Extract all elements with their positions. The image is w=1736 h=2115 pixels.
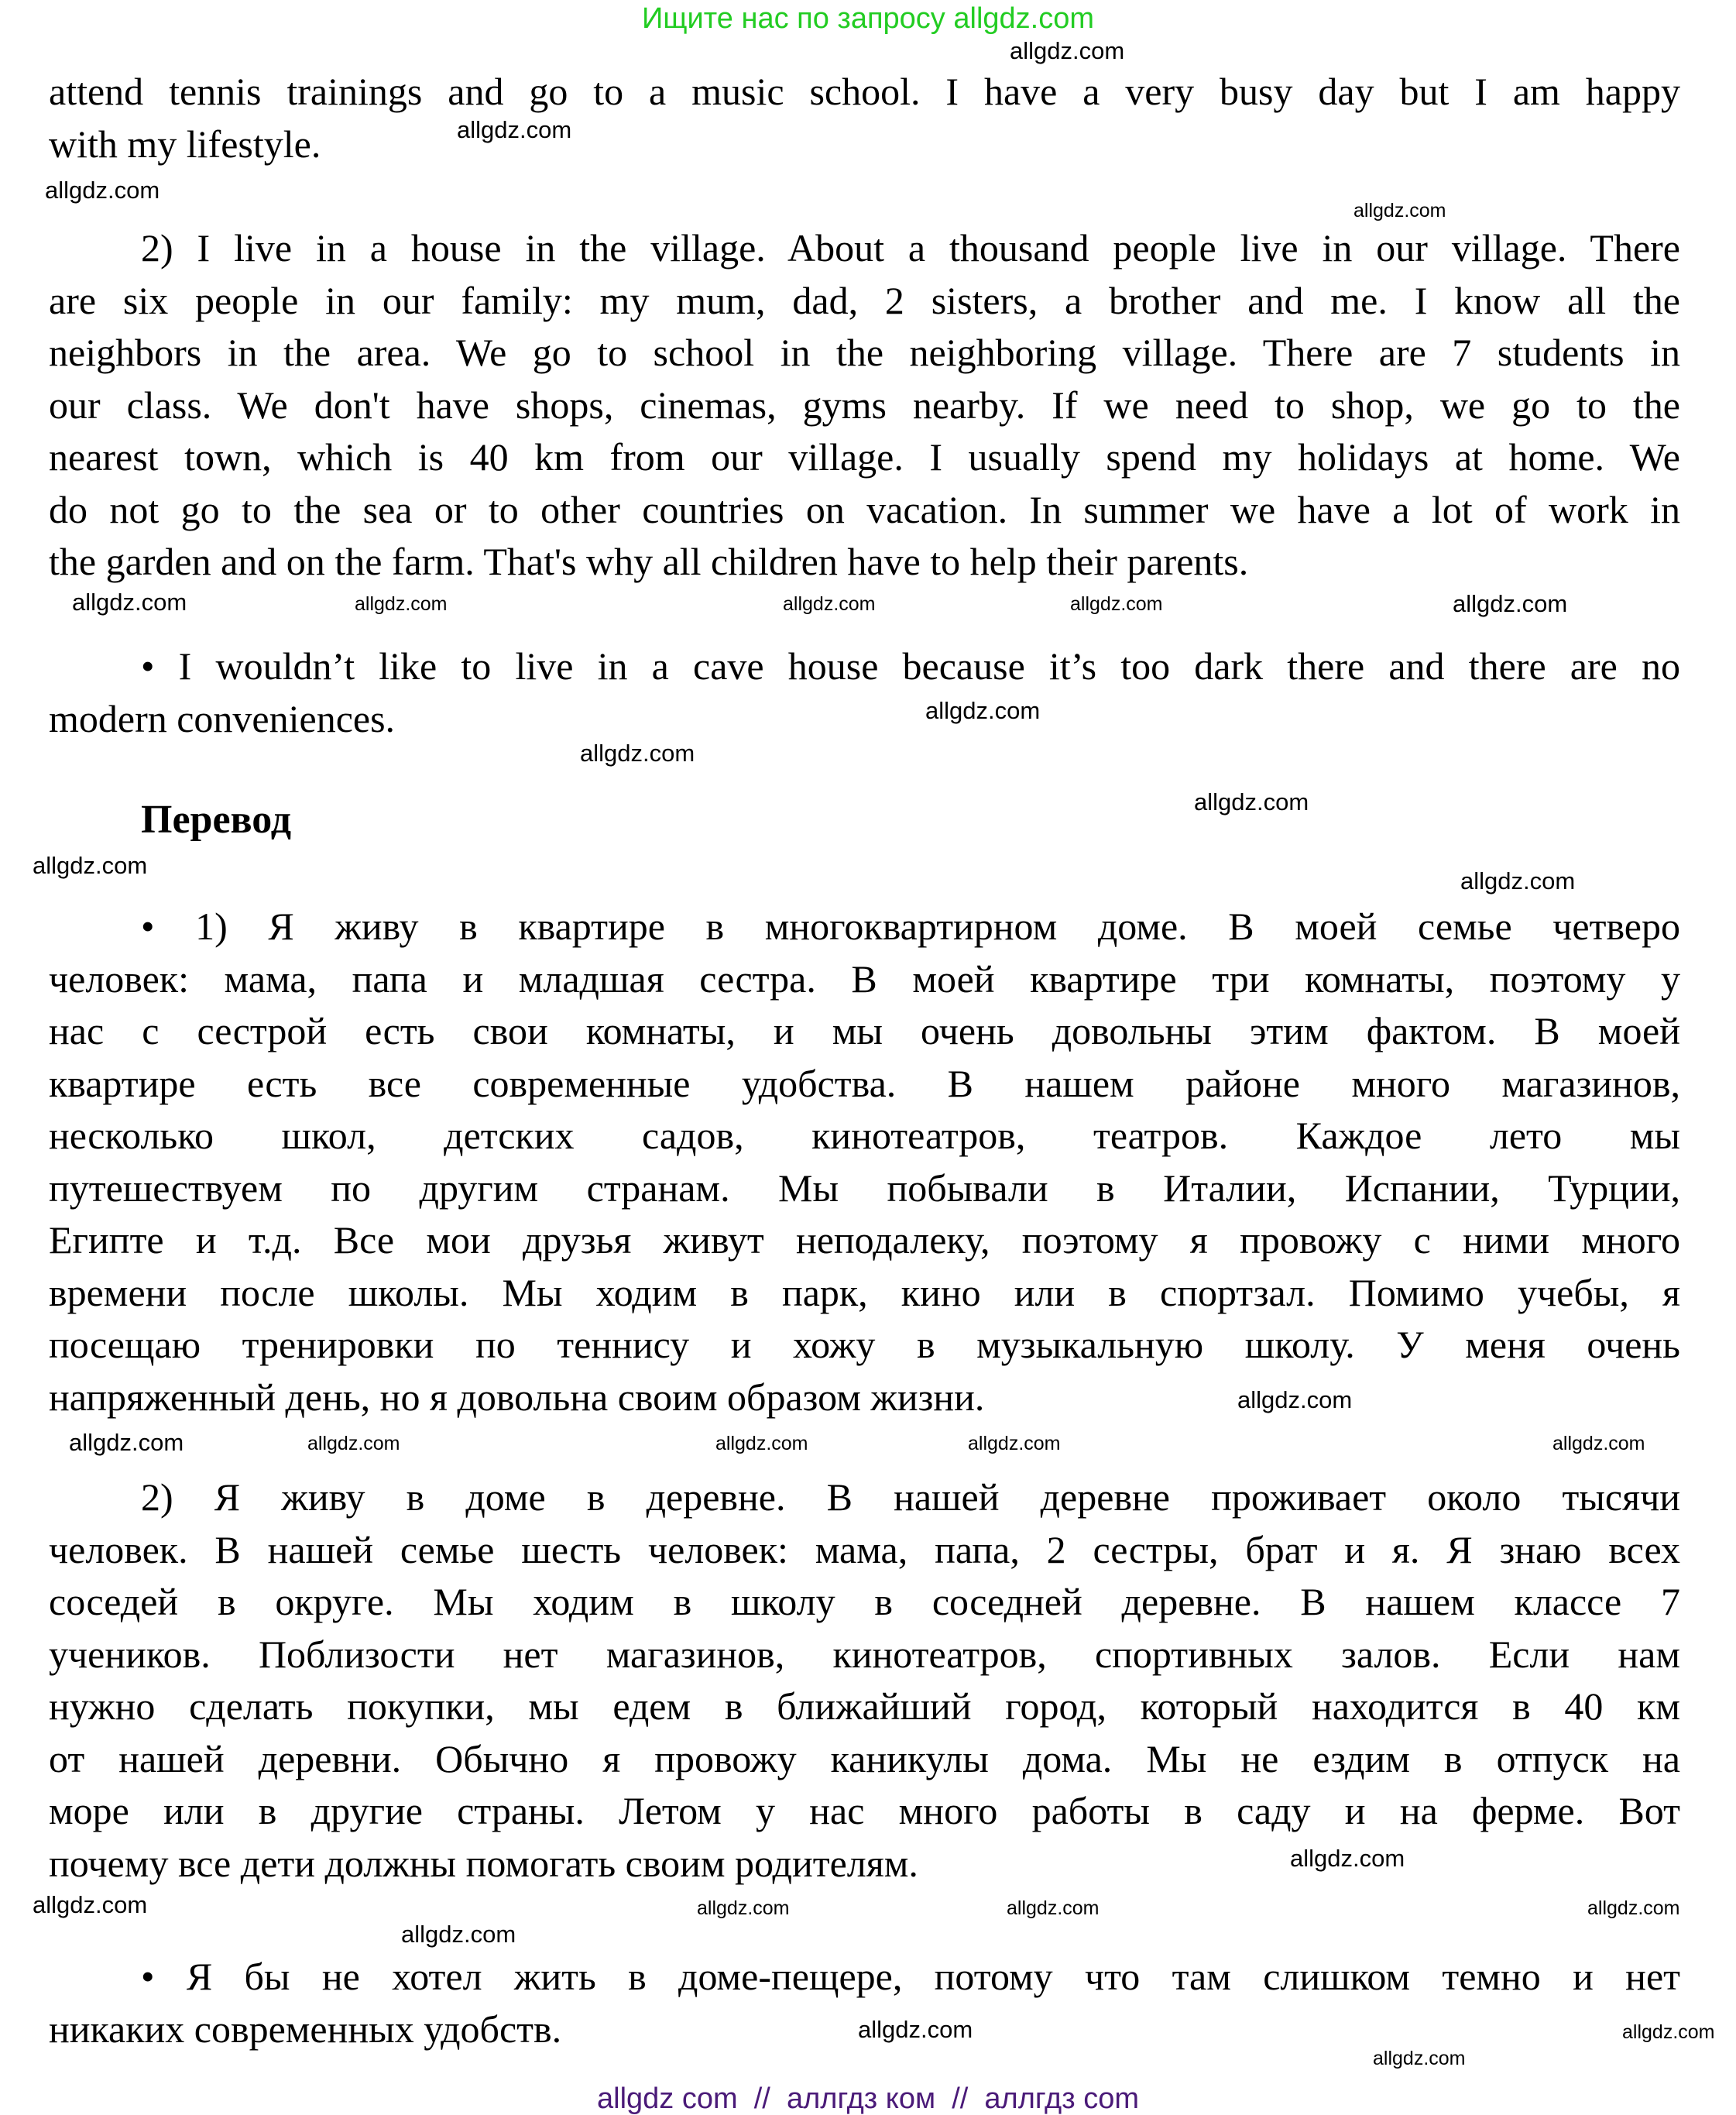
watermark: allgdz.com: [1552, 1433, 1645, 1454]
watermark: allgdz.com: [1007, 1897, 1100, 1919]
text-line: do not go to the sea or to other countries on vacation. In summer we have a lot of work in: [49, 487, 1680, 531]
text-line: 2) Я живу в доме в деревне. В нашей деревне проживает около тысячи: [141, 1475, 1680, 1519]
watermark: allgdz.com: [1622, 2021, 1715, 2043]
text-line: море или в другие страны. Летом у нас много работы в саду и на ферме. Вот: [49, 1789, 1680, 1832]
text-line: соседей в округе. Мы ходим в школу в соседней деревне. В нашем классе 7: [49, 1580, 1680, 1623]
text-line: our class. We don't have shops, cinemas, gyms nearby. If we need to shop, we go to the: [49, 383, 1680, 427]
text-line: • 1) Я живу в квартире в многоквартирном доме. В моей семье четверо: [141, 905, 1680, 948]
text-line: • I wouldn’t like to live in a cave house because it’s too dark there and there are no: [141, 644, 1680, 688]
text-line: напряженный день, но я довольна своим образом жизни.: [49, 1375, 985, 1419]
text-line: 2) I live in a house in the village. About a thousand people live in our village. There: [141, 226, 1680, 270]
text-line: от нашей деревни. Обычно я провожу каникулы дома. Мы не ездим в отпуск на: [49, 1736, 1680, 1780]
watermark: allgdz.com: [355, 593, 448, 615]
footer-banner: allgdz com // аллгдз ком // аллгдз com: [597, 2082, 1139, 2115]
text-line: человек: мама, папа и младшая сестра. В моей квартире три комнаты, поэтому у: [49, 956, 1680, 1001]
text-line: несколько школ, детских садов, кинотеатров, театров. Каждое лето мы: [49, 1114, 1680, 1157]
watermark: allgdz.com: [925, 697, 1041, 724]
watermark: allgdz.com: [1290, 1845, 1405, 1872]
text-line: are six people in our family: my mum, dad, 2 sisters, a brother and me. I know all the: [49, 278, 1680, 322]
watermark: allgdz.com: [1353, 200, 1446, 221]
text-line: квартире есть все современные удобства. В нашем районе много магазинов,: [49, 1061, 1680, 1105]
watermark: allgdz.com: [45, 177, 160, 204]
text-line: человек. В нашей семье шесть человек: мама, папа, 2 сестры, брат и я. Я знаю всех: [49, 1527, 1680, 1571]
search-banner: Ищите нас по запросу allgdz.com: [641, 2, 1094, 35]
watermark: allgdz.com: [33, 852, 148, 879]
text-line: почему все дети должны помогать своим родителям.: [49, 1841, 918, 1885]
watermark: allgdz.com: [1194, 788, 1309, 815]
watermark: allgdz.com: [457, 116, 572, 143]
watermark: allgdz.com: [697, 1897, 790, 1919]
text-line: никаких современных удобств.: [49, 2007, 562, 2051]
watermark: allgdz.com: [1373, 2048, 1466, 2069]
text-line: • Я бы не хотел жить в доме-пещере, потому что там слишком темно и нет: [141, 1955, 1680, 1998]
watermark: allgdz.com: [858, 2016, 973, 2043]
watermark: allgdz.com: [580, 740, 695, 767]
text-line: neighbors in the area. We go to school in the neighboring village. There are 7 students in: [49, 331, 1680, 374]
text-line: the garden and on the farm. That's why all children have to help their parents.: [49, 540, 1249, 583]
watermark: allgdz.com: [401, 1921, 516, 1948]
text-line: nearest town, which is 40 km from our village. I usually spend my holidays at home. We: [49, 435, 1680, 479]
watermark: allgdz.com: [968, 1433, 1061, 1454]
watermark: allgdz.com: [1010, 37, 1125, 64]
text-line: нужно сделать покупки, мы едем в ближайший город, который находится в 40 км: [49, 1684, 1680, 1728]
watermark: allgdz.com: [1587, 1897, 1680, 1919]
text-line: modern conveniences.: [49, 696, 396, 740]
watermark: allgdz.com: [69, 1429, 184, 1456]
watermark: allgdz.com: [33, 1891, 148, 1918]
text-line: нас с сестрой есть свои комнаты, и мы очень довольны этим фактом. В моей: [49, 1009, 1680, 1052]
text-line: путешествуем по другим странам. Мы побывали в Италии, Испании, Турции,: [49, 1166, 1680, 1210]
section-heading-translation: Перевод: [141, 798, 292, 842]
watermark: allgdz.com: [1453, 590, 1568, 617]
text-line: учеников. Поблизости нет магазинов, кинотеатров, спортивных залов. Если нам: [49, 1632, 1680, 1676]
watermark: allgdz.com: [1237, 1386, 1353, 1413]
watermark: allgdz.com: [72, 589, 187, 616]
watermark: allgdz.com: [1070, 593, 1163, 615]
text-line: времени после школы. Мы ходим в парк, кино или в спортзал. Помимо учебы, я: [49, 1270, 1680, 1314]
watermark: allgdz.com: [715, 1433, 808, 1454]
text-line: attend tennis trainings and go to a music school. I have a very busy day but I am happy: [49, 70, 1680, 113]
watermark: allgdz.com: [1460, 867, 1576, 894]
watermark: allgdz.com: [307, 1433, 400, 1454]
watermark: allgdz.com: [783, 593, 876, 615]
text-line: with my lifestyle.: [49, 122, 321, 166]
text-line: Египте и т.д. Все мои друзья живут неподалеку, поэтому я провожу с ними много: [49, 1218, 1680, 1262]
text-line: посещаю тренировки по теннису и хожу в музыкальную школу. У меня очень: [49, 1323, 1680, 1366]
